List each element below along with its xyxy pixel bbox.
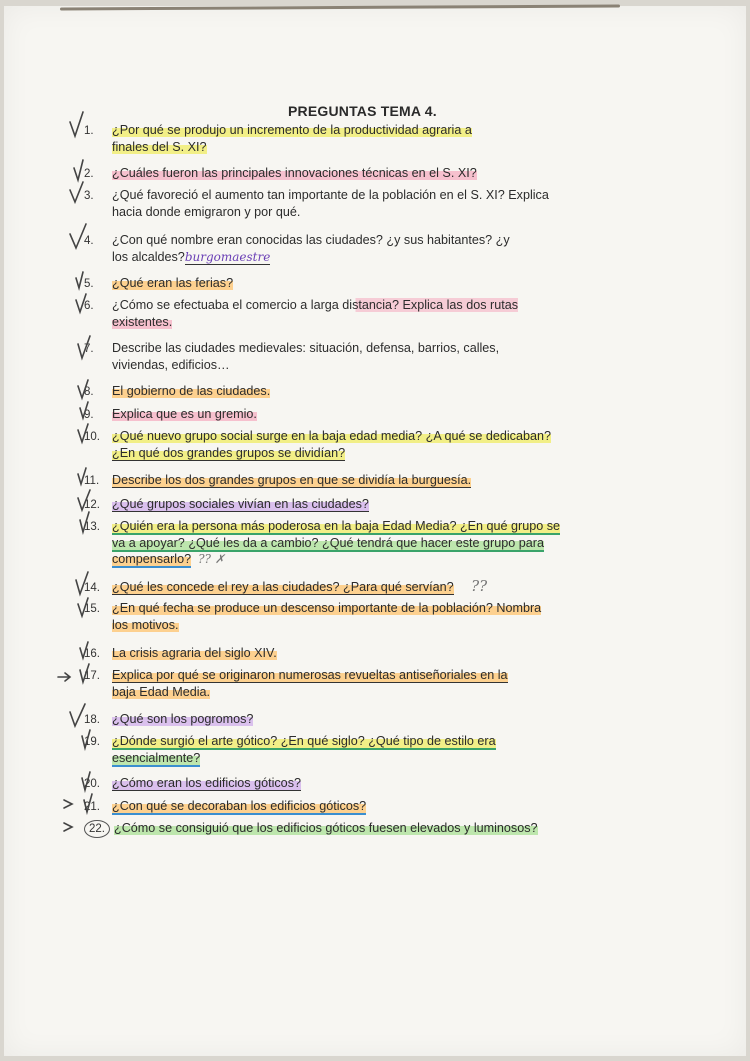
page-title: PREGUNTAS TEMA 4. xyxy=(288,103,437,119)
question-text xyxy=(84,617,541,633)
question-text: ¿Por qué se produjo un incremento de la productividad agraria a xyxy=(112,123,472,137)
question-number: 20. xyxy=(84,778,100,790)
question-number: 16. xyxy=(84,648,100,660)
question-text: ¿Qué favoreció el aumento tan importante de la población en el S. XI? Explica xyxy=(112,188,549,202)
question-text: ¿Con qué nombre eran conocidas las ciudades? ¿y sus habitantes? ¿y xyxy=(112,233,510,247)
question-4 xyxy=(84,232,510,265)
question-text-segment: esencialmente? xyxy=(112,751,201,765)
question-20 xyxy=(84,775,301,792)
question-number: 2. xyxy=(84,168,94,180)
question-text: Explica por qué se originaron numerosas revueltas antiseñoriales en la xyxy=(112,668,508,682)
question-6 xyxy=(84,297,518,330)
question-text: El gobierno de las ciudades. xyxy=(112,384,271,398)
handwritten-note: ?? ✗ xyxy=(198,552,225,566)
question-text-segment: compensarlo? xyxy=(112,552,192,566)
question-text: La crisis agraria del siglo XIV. xyxy=(112,646,277,660)
question-2 xyxy=(84,165,477,182)
handwritten-note: ?? xyxy=(471,577,488,595)
question-number: 19. xyxy=(84,736,100,748)
question-19 xyxy=(84,733,496,766)
question-12 xyxy=(84,496,369,513)
question-number: 10. xyxy=(84,431,100,443)
question-3 xyxy=(84,187,549,220)
question-text: ¿Qué son los pogromos? xyxy=(112,712,254,726)
question-11 xyxy=(84,472,471,489)
question-text xyxy=(84,445,551,461)
question-text xyxy=(84,535,560,551)
question-text: ¿Qué grupos sociales vivían en las ciudades? xyxy=(112,497,369,511)
question-number: 5. xyxy=(84,278,94,290)
question-text xyxy=(84,249,510,265)
question-text-segment: ¿En qué dos grandes grupos se dividían? xyxy=(112,446,346,460)
question-text xyxy=(84,750,496,766)
question-number: 1. xyxy=(84,125,94,137)
question-text xyxy=(84,139,472,155)
question-text-segment: existentes. xyxy=(112,315,173,329)
question-text xyxy=(84,314,518,330)
question-13 xyxy=(84,518,560,567)
question-17 xyxy=(84,667,508,700)
question-5 xyxy=(84,275,233,292)
question-text xyxy=(84,551,560,567)
question-number: 12. xyxy=(84,499,100,511)
question-7 xyxy=(84,340,499,373)
question-text-segment: finales del S. XI? xyxy=(112,140,207,154)
question-number: 11. xyxy=(84,475,100,487)
question-number: 22. xyxy=(84,820,110,838)
question-10 xyxy=(84,428,551,461)
question-number: 18. xyxy=(84,714,100,726)
question-text: ¿Con qué se decoraban los edificios góticos? xyxy=(112,799,367,813)
question-number: 15. xyxy=(84,603,100,615)
question-text xyxy=(112,298,518,312)
question-number: 13. xyxy=(84,521,100,533)
question-text-segment: ¿Cómo se efectuaba el comercio a larga distancia? Explica las dos rutas xyxy=(112,298,519,312)
question-text: ¿Quién era la persona más poderosa en la baja Edad Media? ¿En qué grupo se xyxy=(112,519,561,533)
question-number: 6. xyxy=(84,300,94,312)
question-18 xyxy=(84,711,253,728)
question-number: 17. xyxy=(84,670,100,682)
question-text: viviendas, edificios… xyxy=(112,358,230,372)
question-1 xyxy=(84,122,472,155)
question-text-segment: los motivos. xyxy=(112,618,179,632)
question-number: 4. xyxy=(84,235,94,247)
question-text-segment: baja Edad Media. xyxy=(112,685,211,699)
question-text-segment: va a apoyar? ¿Qué les da a cambio? ¿Qué tendrá que hacer este grupo para xyxy=(112,536,544,550)
question-8 xyxy=(84,383,270,400)
question-16 xyxy=(84,645,277,662)
question-number: 21. xyxy=(84,801,100,813)
question-text: ¿Qué nuevo grupo social surge en la baja edad media? ¿A qué se dedicaban? xyxy=(112,429,551,443)
question-text: Describe las ciudades medievales: situación, defensa, barrios, calles, xyxy=(112,341,500,355)
question-number: 9. xyxy=(84,409,94,421)
question-9 xyxy=(84,406,257,423)
handwritten-note: burgomaestre xyxy=(184,250,271,264)
question-text: ¿Qué eran las ferias? xyxy=(112,276,234,290)
question-text-segment: los alcaldes? xyxy=(112,250,185,264)
question-number: 14. xyxy=(84,582,100,594)
question-number: 8. xyxy=(84,386,94,398)
question-number: 3. xyxy=(84,190,94,202)
question-text: Describe los dos grandes grupos en que se dividía la burguesía. xyxy=(112,473,472,487)
question-text: ¿Dónde surgió el arte gótico? ¿En qué siglo? ¿Qué tipo de estilo era xyxy=(112,734,496,748)
question-22 xyxy=(84,820,538,838)
question-text: ¿Cómo eran los edificios góticos? xyxy=(112,776,301,790)
question-number: 7. xyxy=(84,343,94,355)
question-15 xyxy=(84,600,541,633)
question-text: ¿Qué les concede el rey a las ciudades? ¿Para qué servían? xyxy=(112,580,454,594)
question-text: ¿Cómo se consiguió que los edificios góticos fuesen elevados y luminosos? xyxy=(114,821,538,835)
question-text: ¿En qué fecha se produce un descenso importante de la población? Nombra xyxy=(112,601,542,615)
question-14 xyxy=(84,578,487,596)
question-text: hacia donde emigraron y por qué. xyxy=(112,205,301,219)
question-text: ¿Cuáles fueron las principales innovaciones técnicas en el S. XI? xyxy=(112,166,477,180)
question-21 xyxy=(84,798,366,815)
question-text xyxy=(84,684,508,700)
question-text: Explica que es un gremio. xyxy=(112,407,257,421)
